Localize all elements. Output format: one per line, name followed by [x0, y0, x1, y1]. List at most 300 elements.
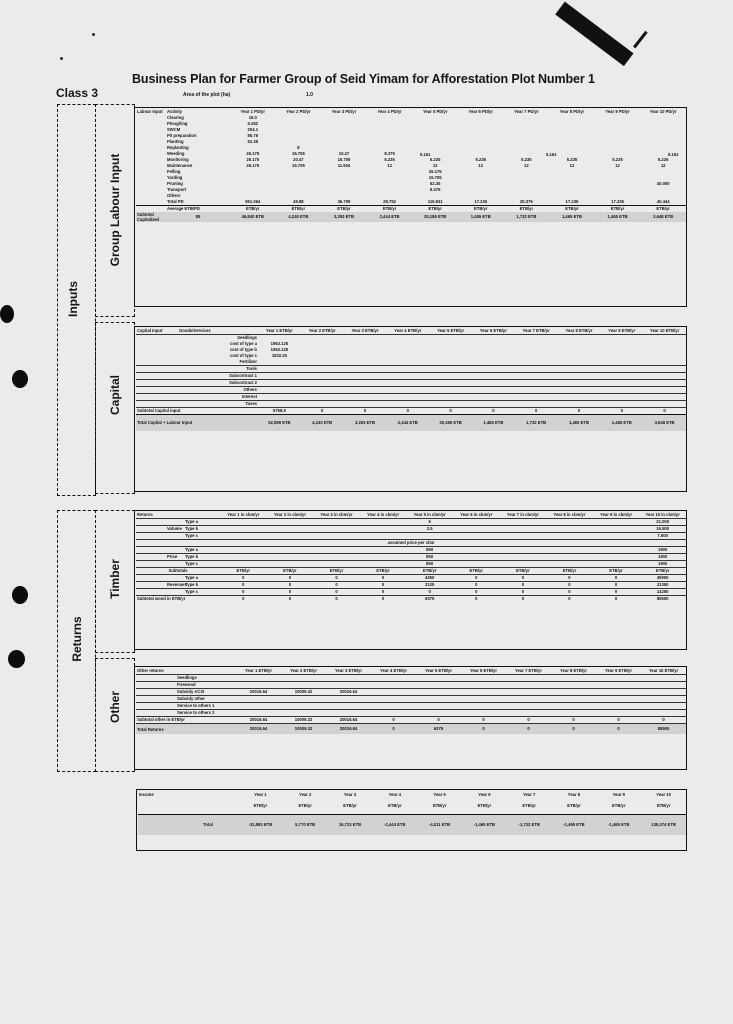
cell	[643, 401, 686, 408]
cell: ETB/yr	[656, 803, 671, 808]
header-cell: Year 7 PD/yr	[514, 109, 539, 114]
cell	[136, 519, 166, 526]
cell	[136, 526, 166, 533]
header-cell: Year 1 ETB/yr	[258, 327, 301, 335]
cell: 5.235	[429, 157, 441, 162]
cell	[600, 401, 643, 408]
type-label: Type a	[184, 575, 220, 582]
header-cell: Year 6 PD/yr	[468, 109, 493, 114]
cell: -1,732 ETB	[507, 815, 552, 836]
activity-label: Monitoring	[167, 157, 189, 162]
group-label	[166, 561, 184, 568]
cell: 0	[301, 408, 344, 415]
other-row	[136, 675, 686, 682]
cell	[461, 689, 506, 696]
cell	[506, 682, 551, 689]
cell: 0	[596, 717, 641, 724]
cell: 6375	[416, 724, 461, 735]
cell: 0	[641, 717, 686, 724]
header-cell: Returns	[136, 511, 166, 519]
cell: 0	[506, 724, 551, 735]
cell	[515, 401, 558, 408]
scan-dot	[92, 33, 95, 36]
cell	[416, 696, 461, 703]
cell: 850	[406, 554, 453, 561]
cell	[593, 519, 640, 526]
cell: 0	[371, 724, 416, 735]
header-cell: Year 7 ETB/yr	[515, 327, 558, 335]
header-cell: Year 6 in cbm/yr	[453, 511, 500, 519]
cell	[546, 519, 593, 526]
cell: 0	[593, 596, 640, 603]
activity-label: Pit preparation	[167, 133, 197, 138]
cell: ETB/yr	[595, 206, 641, 213]
cell	[136, 533, 166, 540]
cell: 0	[313, 582, 360, 589]
cell: 0	[220, 575, 267, 582]
cell	[558, 366, 601, 373]
cell: 26.175	[246, 151, 260, 156]
cell: 0	[593, 582, 640, 589]
cell: 0	[546, 582, 593, 589]
cell	[406, 533, 453, 540]
type-label: Type a	[184, 547, 220, 554]
cell	[641, 696, 686, 703]
other-row	[136, 696, 686, 703]
header-cell: Year 7 in cbm/yr	[500, 511, 547, 519]
cell	[500, 533, 547, 540]
return-label: Firewood	[176, 682, 236, 689]
cell	[600, 394, 643, 401]
cell: ETB/yr	[504, 206, 550, 213]
cell: 0	[313, 596, 360, 603]
other-total-row	[136, 724, 686, 735]
cell	[326, 703, 371, 710]
area-label: Area of the plot (ha)	[183, 92, 231, 98]
header-cell: Year 3 ETB/yr	[344, 327, 387, 335]
cell	[136, 561, 166, 568]
cell: 0	[453, 589, 500, 596]
cell	[386, 401, 429, 408]
header-cell: Year 7	[523, 792, 536, 797]
cell	[313, 519, 360, 526]
header-cell: Year 4 ETB/yr	[371, 667, 416, 675]
cell: 0	[596, 724, 641, 735]
cell	[281, 710, 326, 717]
cell	[326, 675, 371, 682]
capital-row	[136, 380, 686, 387]
cell: 0	[500, 589, 547, 596]
income-total-row	[138, 815, 686, 836]
cell: 2125	[406, 582, 453, 589]
cell: 0	[546, 596, 593, 603]
cell	[258, 394, 301, 401]
capital-subtotal-row	[136, 408, 686, 415]
cell: 85500	[641, 724, 686, 735]
cell	[136, 689, 176, 696]
cell	[281, 675, 326, 682]
cell: 0	[506, 717, 551, 724]
cell: 0	[344, 408, 387, 415]
cell	[453, 526, 500, 533]
cell	[546, 554, 593, 561]
cell: 0	[360, 575, 407, 582]
cell: 1,465 ETB	[472, 415, 515, 432]
cell: 17.235	[611, 199, 624, 204]
cell: 16,723 ETB	[328, 815, 373, 836]
cell	[515, 373, 558, 380]
cell	[136, 366, 178, 373]
cell	[551, 696, 596, 703]
cell: 1900	[639, 547, 686, 554]
cell: 0	[546, 589, 593, 596]
cell: 20016.64	[236, 717, 281, 724]
subtotal-label: Subtotal other in ETB/yr	[136, 717, 236, 724]
cell	[360, 526, 407, 533]
cell: 1,465 ETB	[549, 212, 595, 222]
cell	[136, 710, 176, 717]
cell: -4,011 ETB	[417, 815, 462, 836]
header-cell: Year 8 ETB/yr	[558, 327, 601, 335]
cell	[641, 689, 686, 696]
cell: ETB/yr	[367, 206, 413, 213]
cell	[371, 696, 416, 703]
cell	[344, 394, 387, 401]
cell: 11.504	[337, 163, 351, 168]
cell	[301, 373, 344, 380]
cell: 6.282	[247, 121, 259, 126]
cell	[643, 373, 686, 380]
cell	[551, 710, 596, 717]
cell	[506, 696, 551, 703]
cell	[641, 703, 686, 710]
cell: ETB/yr	[500, 568, 547, 575]
cell	[220, 547, 267, 554]
cell: 5758.5	[258, 408, 301, 415]
punch-hole	[8, 650, 25, 668]
cell	[178, 798, 238, 815]
capital-header-row	[136, 327, 686, 335]
cell: 0	[600, 408, 643, 415]
cell	[344, 387, 387, 394]
activity-label: Others	[167, 193, 181, 198]
capital-section-label: Capital	[108, 375, 122, 416]
cell	[641, 682, 686, 689]
cell	[461, 675, 506, 682]
cell	[267, 547, 314, 554]
header-cell: Year 9 in cbm/yr	[593, 511, 640, 519]
cell: 52.35	[247, 139, 259, 144]
cell: 36.709	[337, 199, 351, 204]
cell	[344, 373, 387, 380]
cell: 0	[593, 575, 640, 582]
cell	[643, 366, 686, 373]
cell	[600, 366, 643, 373]
cell	[596, 710, 641, 717]
cell: 20016.64	[326, 717, 371, 724]
cell	[551, 675, 596, 682]
activity-label: Felling	[167, 169, 181, 174]
cell: 28.752	[383, 199, 396, 204]
cell	[643, 380, 686, 387]
cell	[429, 394, 472, 401]
cell	[386, 394, 429, 401]
cell	[136, 703, 176, 710]
cell: 15.705	[291, 163, 305, 168]
cell	[138, 815, 178, 836]
cell	[515, 380, 558, 387]
goods-label: Seedlings	[237, 335, 257, 340]
cell	[506, 675, 551, 682]
cell	[500, 561, 547, 568]
header-cell: Year 2 ETB/yr	[301, 327, 344, 335]
cell	[236, 696, 281, 703]
labour-mark: 5.161	[420, 152, 431, 157]
group-label	[166, 589, 184, 596]
cell: 115.841	[427, 199, 443, 204]
header-cell: Year 8 PD/yr	[559, 109, 585, 114]
other-row	[136, 682, 686, 689]
type-label: Type c	[184, 561, 220, 568]
cell: 12	[524, 163, 529, 168]
header-cell: Year 5 ETB/yr	[429, 327, 472, 335]
cell: 0	[558, 408, 601, 415]
cell	[546, 547, 593, 554]
header-cell: Year 10 PD/yr	[649, 109, 677, 114]
cell	[416, 689, 461, 696]
cell: 0	[386, 408, 429, 415]
cell	[643, 387, 686, 394]
cell	[500, 554, 547, 561]
capital-row	[136, 401, 686, 408]
cell: 12	[387, 163, 392, 168]
goods-label: cost of type b	[229, 347, 257, 352]
cell: 0	[267, 582, 314, 589]
cell	[301, 387, 344, 394]
cell: 5.235	[657, 157, 669, 162]
cell	[344, 401, 387, 408]
cell: 0	[461, 724, 506, 735]
cell	[461, 703, 506, 710]
cell: 0	[551, 724, 596, 735]
cell	[500, 547, 547, 554]
cell: 0	[220, 582, 267, 589]
cell: 1963.125	[270, 347, 289, 352]
cell: 10009.32	[281, 724, 326, 735]
cell: ETB/yr	[477, 803, 492, 808]
cell: 1900	[639, 561, 686, 568]
capital-row	[136, 373, 686, 380]
timber-row	[136, 589, 686, 596]
price-note: assumed price per cbm	[136, 540, 686, 547]
cell: 26.175	[246, 157, 260, 162]
timber-row	[136, 554, 686, 561]
cell	[593, 533, 640, 540]
labour-table	[136, 108, 686, 222]
cell: 1963.125	[270, 341, 289, 346]
cell	[472, 401, 515, 408]
cell	[371, 703, 416, 710]
timber-subtotal-wood-row	[136, 596, 686, 603]
header-cell: Year 9 PD/yr	[605, 109, 630, 114]
cell: ETB/yr	[432, 803, 447, 808]
returns-section-label: Returns	[70, 616, 84, 662]
cell: 85.76	[247, 133, 259, 138]
punch-hole	[12, 586, 28, 604]
cell	[220, 533, 267, 540]
cell	[453, 547, 500, 554]
group-label	[166, 547, 184, 554]
cell: 1,465 ETB	[600, 415, 643, 432]
cell	[506, 710, 551, 717]
goods-label: Subcontract 2	[178, 380, 258, 387]
cell: 4250	[406, 575, 453, 582]
cell: 15.705	[337, 157, 351, 162]
cell	[600, 380, 643, 387]
cell	[360, 519, 407, 526]
timber-row	[136, 547, 686, 554]
cell: 16.0	[248, 115, 257, 120]
cell: ETB/yr	[593, 568, 640, 575]
header-cell: Year 10 ETB/yr	[643, 327, 686, 335]
timber-subtotals-row	[136, 568, 686, 575]
cell: 12	[660, 163, 666, 168]
cell	[558, 387, 601, 394]
cell: 3,648 ETB	[643, 415, 686, 432]
class-label: Class 3	[56, 86, 99, 100]
header-cell: Labour Input	[137, 109, 163, 114]
cell	[596, 703, 641, 710]
income-units-row	[138, 798, 686, 815]
labour-header-row	[136, 108, 686, 115]
subtotal-label: Subtotal Capitalized	[136, 212, 166, 222]
pen-mark	[633, 31, 647, 48]
cell	[429, 387, 472, 394]
timber-row	[136, 526, 686, 533]
goods-label: Others	[178, 387, 258, 394]
cell	[453, 519, 500, 526]
return-label: Service to others 1	[176, 703, 236, 710]
cell	[360, 554, 407, 561]
cell	[267, 519, 314, 526]
header-cell: Year 2 ETB/yr	[281, 667, 326, 675]
cell	[371, 689, 416, 696]
activity-label: Weeding	[167, 151, 185, 156]
cell: ETB/yr	[549, 206, 595, 213]
cell	[371, 682, 416, 689]
cell: 20.376	[519, 199, 533, 204]
cell: 1900	[639, 554, 686, 561]
cell	[453, 533, 500, 540]
cell: 7.500	[639, 533, 686, 540]
cell	[301, 380, 344, 387]
cell	[551, 703, 596, 710]
cell: -2,444 ETB	[372, 815, 417, 836]
timber-row	[136, 582, 686, 589]
header-cell: Year 9	[612, 792, 625, 797]
activity-label: Replanting	[167, 145, 189, 150]
cell: 49.88	[293, 199, 304, 204]
cell: 5.235	[521, 157, 532, 162]
group-label	[166, 533, 184, 540]
cell	[301, 401, 344, 408]
cell: 15.705	[428, 175, 442, 180]
cell: 85	[166, 212, 230, 222]
header-cell: Year 2 PD/yr	[286, 109, 311, 114]
cell: 0	[500, 596, 547, 603]
cell: 17.235	[565, 199, 579, 204]
cell: 12	[432, 163, 438, 168]
header-cell: Year 1 in cbm/yr	[220, 511, 267, 519]
cell: ETB/yr	[406, 568, 453, 575]
cell	[136, 696, 176, 703]
header-cell: Year 7 ETB/yr	[506, 667, 551, 675]
cell: 1,732 ETB	[504, 212, 550, 222]
price-note-row	[136, 540, 686, 547]
cell	[258, 373, 301, 380]
cell	[472, 366, 515, 373]
cell: 0	[371, 717, 416, 724]
cell	[313, 561, 360, 568]
cell: 0	[453, 596, 500, 603]
cell	[546, 533, 593, 540]
header-cell: Year 5	[433, 792, 446, 797]
cell: 6375	[406, 596, 453, 603]
cell	[453, 561, 500, 568]
capital-row	[136, 394, 686, 401]
group-labour-section-label: Group Labour Input	[108, 153, 122, 267]
cell: 2.5	[406, 526, 453, 533]
cell: 12	[569, 163, 575, 168]
cell	[641, 710, 686, 717]
cell: ETB/yr	[612, 803, 626, 808]
header-cell: Year 10 ETB/yr	[641, 667, 686, 675]
cell	[136, 675, 176, 682]
cell	[136, 554, 166, 561]
cell	[416, 703, 461, 710]
cell: 0	[220, 596, 267, 603]
cell: 5.235	[566, 157, 578, 162]
cell	[301, 394, 344, 401]
cell: ETB/yr	[220, 568, 267, 575]
header-cell: Year 9 ETB/yr	[600, 327, 643, 335]
subtotal-wood-label: Subtotal wood in ETB/yr	[136, 596, 220, 603]
cell: 39900	[639, 575, 686, 582]
cell: 0	[416, 717, 461, 724]
cell	[558, 373, 601, 380]
cell: 850	[406, 561, 453, 568]
cell	[472, 394, 515, 401]
total-label: Total Returns	[136, 724, 236, 735]
cell: 2,444 ETB	[367, 212, 413, 222]
cell	[136, 582, 166, 589]
cell: 0	[515, 408, 558, 415]
scan-stroke-mark	[555, 2, 633, 67]
header-cell: Year 4 in cbm/yr	[360, 511, 407, 519]
cell: 5.235	[384, 157, 395, 162]
cell	[236, 710, 281, 717]
goods-label: Subcontract 1	[178, 373, 258, 380]
cell: ETB/yr	[522, 803, 536, 808]
cell: 0	[429, 408, 472, 415]
income-header-row	[138, 791, 686, 798]
cell: 5.235	[475, 157, 486, 162]
cell: 40.444	[656, 199, 670, 204]
timber-row	[136, 575, 686, 582]
cell: ETB/yr	[360, 568, 407, 575]
cell	[360, 533, 407, 540]
other-section-label: Other	[108, 691, 122, 724]
